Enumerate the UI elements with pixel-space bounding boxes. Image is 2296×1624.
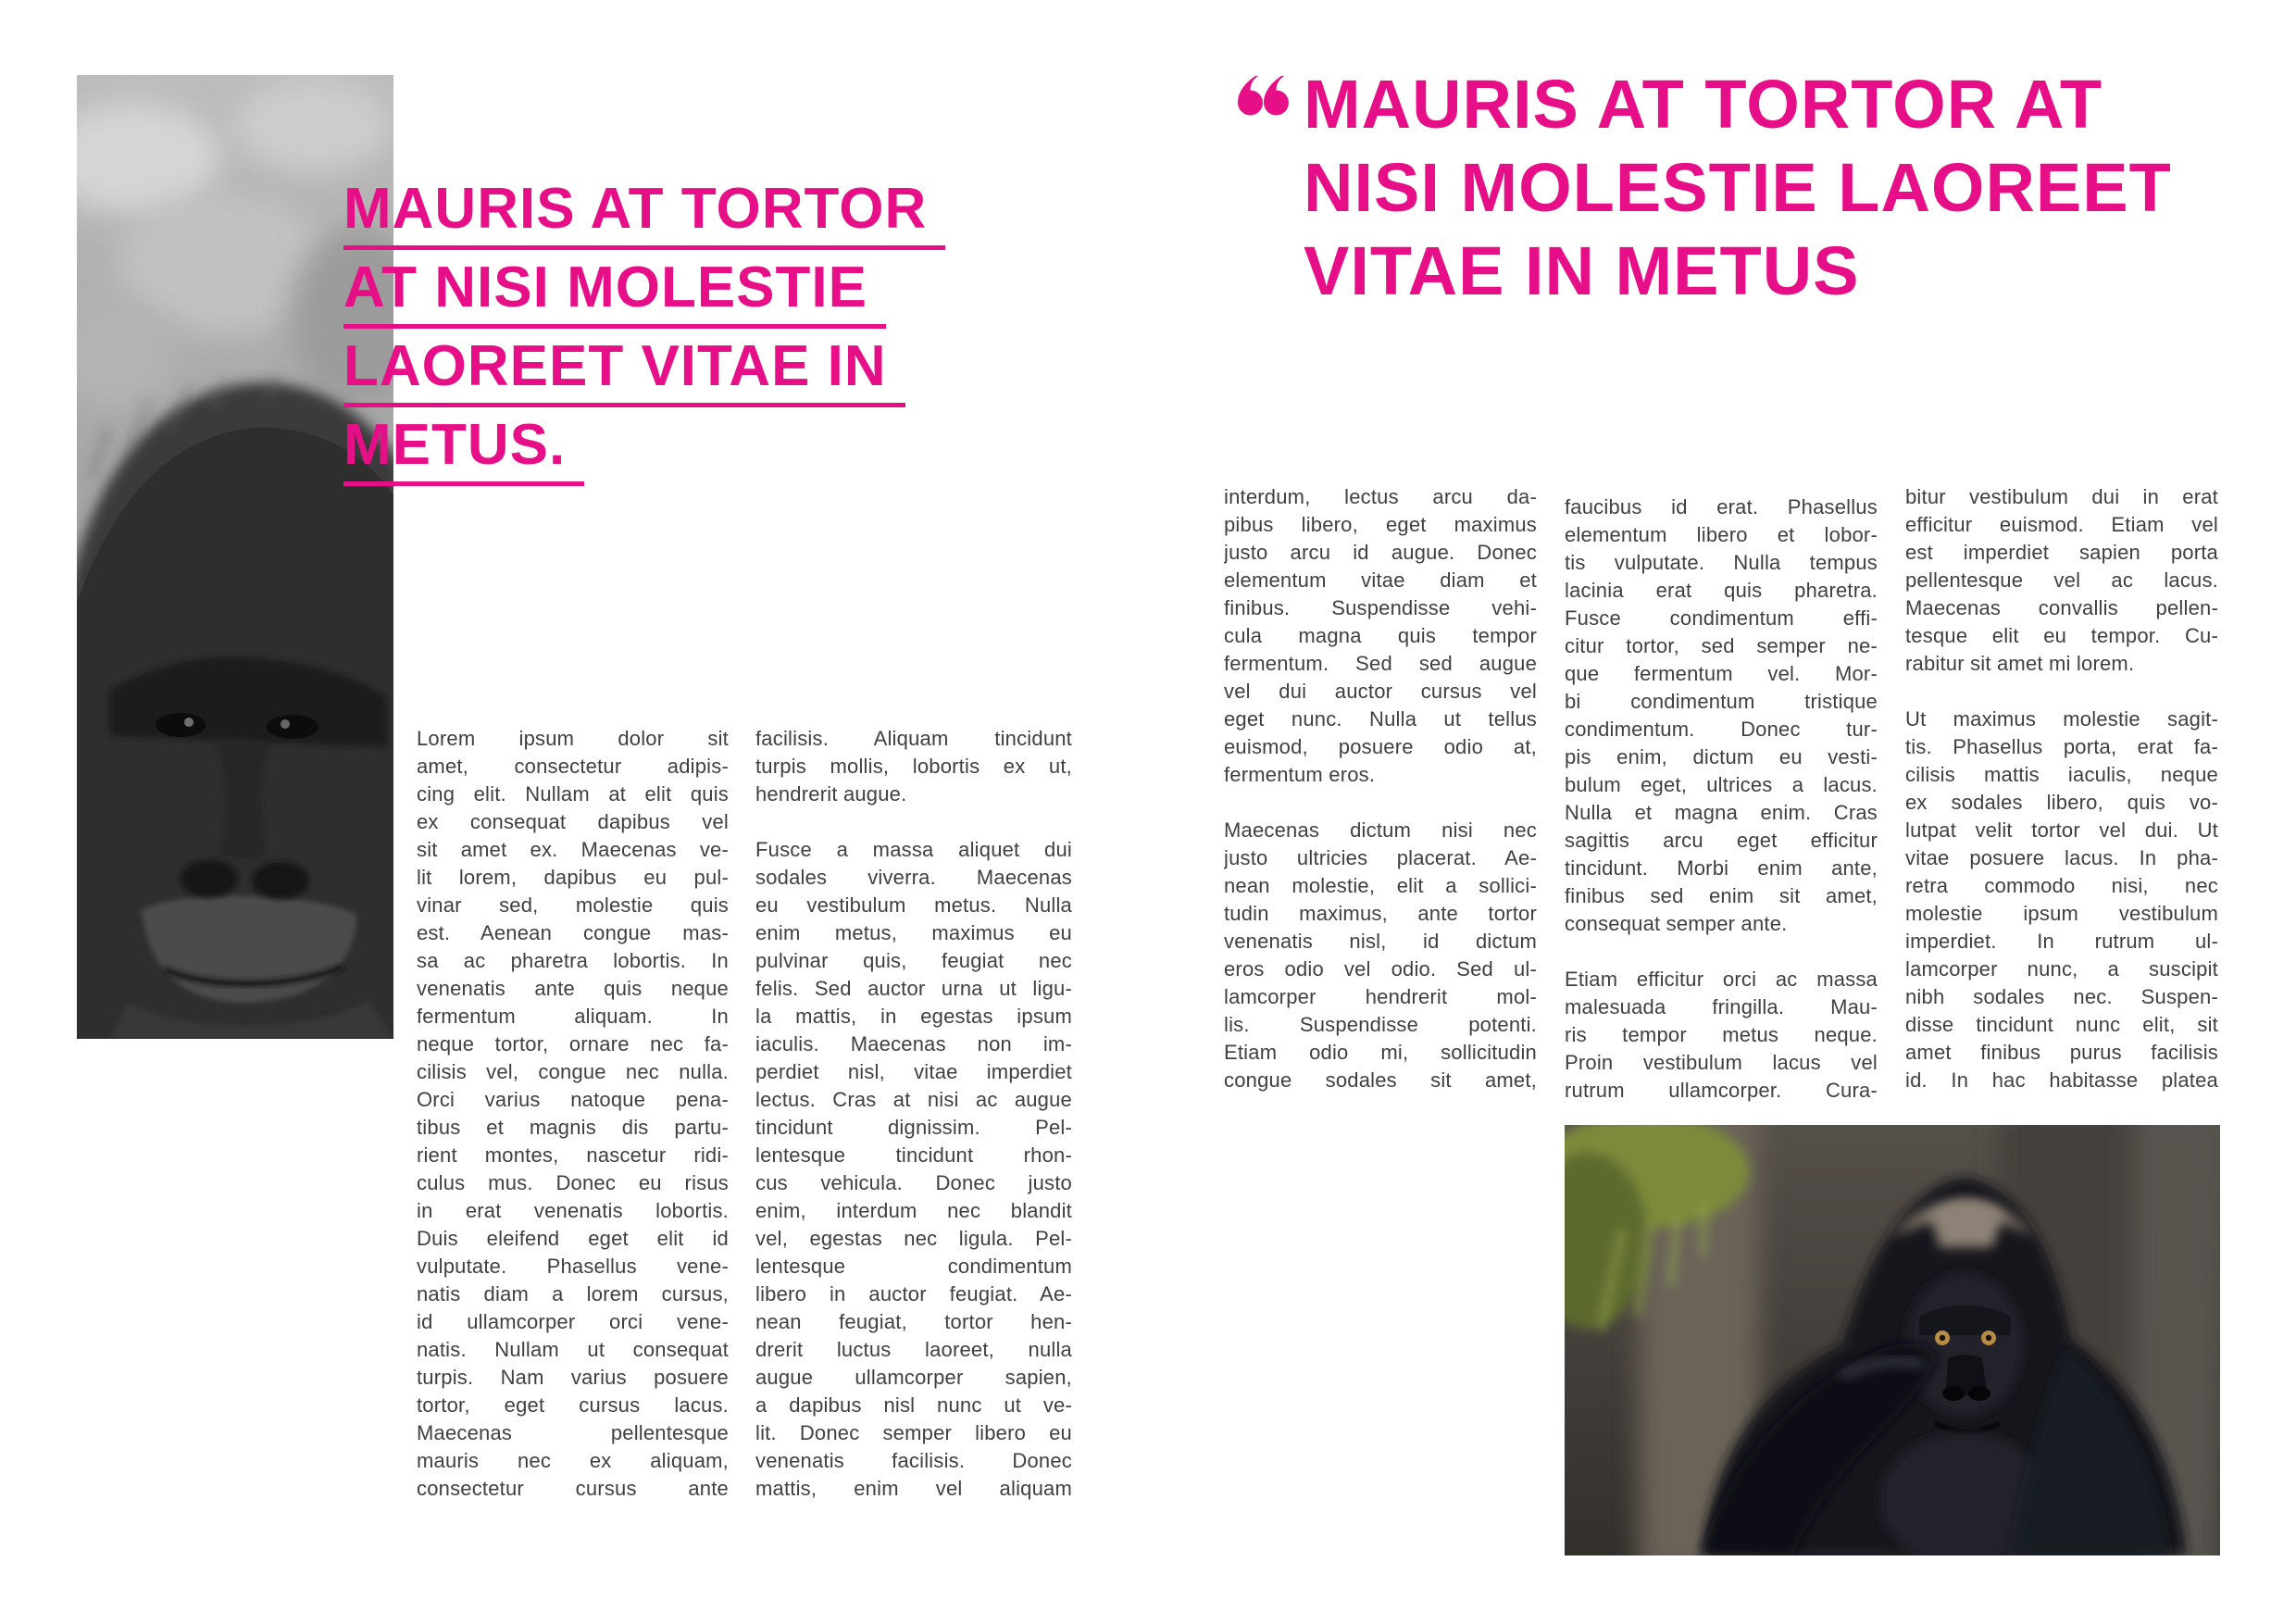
text-line: rient montes, nascetur ridi- — [417, 1143, 729, 1167]
text-line: in erat venenatis lobortis. — [417, 1199, 729, 1222]
right-page-headline — [1304, 66, 2172, 319]
text-line: iaculis. Maecenas non im- — [755, 1032, 1072, 1056]
text-line: natis. Nullam ut consequat — [417, 1338, 729, 1361]
right-body-column-1 — [1224, 483, 1537, 1094]
text-line: mauris nec ex aliquam, — [417, 1449, 729, 1472]
paragraph-gap — [1905, 678, 2218, 706]
text-line: lacinia erat quis pharetra. — [1565, 579, 1878, 602]
text-line: finibus sed enim sit amet, — [1565, 884, 1878, 907]
text-line: imperdiet. In rutrum ul- — [1905, 930, 2218, 953]
text-line: ex consequat dapibus vel — [417, 810, 729, 833]
text-line: efficitur euismod. Etiam vel — [1905, 513, 2218, 536]
headline-line: MAURIS AT TORTOR — [343, 176, 945, 250]
quote-mark-icon — [1235, 74, 1289, 117]
text-line: enim, interdum nec blandit — [755, 1199, 1072, 1222]
text-line: justo arcu id augue. Donec — [1224, 541, 1537, 564]
text-line: id. In hac habitasse platea — [1905, 1068, 2218, 1092]
text-line: cing elit. Nullam at elit quis — [417, 782, 729, 806]
text-line: fermentum eros. — [1224, 763, 1376, 786]
text-line: hendrerit augue. — [755, 782, 907, 806]
text-line: facilisis. Aliquam tincidunt — [755, 727, 1072, 750]
text-line: tibus et magnis dis partu- — [417, 1116, 729, 1139]
text-line: interdum, lectus arcu da- — [1224, 485, 1537, 508]
text-line: enim metus, maximus eu — [755, 921, 1072, 944]
headline-line: VITAE IN METUS — [1304, 232, 1860, 309]
text-line: bi condimentum tristique — [1565, 690, 1878, 713]
text-line: venenatis facilisis. Donec — [755, 1449, 1072, 1472]
text-line: Etiam odio mi, sollicitudin — [1224, 1041, 1537, 1064]
text-line: nean molestie, elit a sollici- — [1224, 874, 1537, 897]
gorilla-color-illustration — [1565, 1125, 2220, 1555]
left-body-column-1 — [417, 725, 729, 1503]
text-line: lit. Donec semper libero eu — [755, 1421, 1072, 1444]
text-line: Maecenas convallis pellen- — [1905, 596, 2218, 619]
text-line: est imperdiet sapien porta — [1905, 541, 2218, 564]
text-line: tesque elit eu tempor. Cu- — [1905, 624, 2218, 647]
text-line: justo ultricies placerat. Ae- — [1224, 846, 1537, 869]
text-line: vel dui auctor cursus vel — [1224, 680, 1537, 703]
text-line: mattis, enim vel aliquam — [755, 1477, 1072, 1500]
text-line: Proin vestibulum lacus vel — [1565, 1051, 1878, 1074]
text-line: eu vestibulum metus. Nulla — [755, 893, 1072, 917]
text-line: tincidunt. Morbi enim ante, — [1565, 856, 1878, 880]
text-line: sodales viverra. Maecenas — [755, 866, 1072, 889]
text-line: Nulla et magna enim. Cras — [1565, 801, 1878, 824]
text-line: sagittis arcu eget efficitur — [1565, 829, 1878, 852]
text-line: Lorem ipsum dolor sit — [417, 727, 729, 750]
text-line: Maecenas pellentesque — [417, 1421, 729, 1444]
text-line: sit amet ex. Maecenas ve- — [417, 838, 729, 861]
left-page-headline — [343, 176, 945, 491]
text-line: lectus. Cras at nisi ac augue — [755, 1088, 1072, 1111]
text-line: tudin maximus, ante tortor — [1224, 902, 1537, 925]
gorilla-photo-color — [1565, 1125, 2220, 1555]
text-line: lit lorem, dapibus eu pul- — [417, 866, 729, 889]
text-line: a dapibus nisl nunc ut ve- — [755, 1393, 1072, 1417]
text-line: libero in auctor feugiat. Ae- — [755, 1282, 1072, 1305]
text-line: molestie ipsum vestibulum — [1905, 902, 2218, 925]
text-line: tis. Phasellus porta, erat fa- — [1905, 735, 2218, 758]
text-line: malesuada fringilla. Mau- — [1565, 995, 1878, 1018]
text-line: cula magna quis tempor — [1224, 624, 1537, 647]
text-line: ex sodales libero, quis vo- — [1905, 791, 2218, 814]
text-line: lentesque tincidunt rhon- — [755, 1143, 1072, 1167]
text-line: venenatis nisl, id dictum — [1224, 930, 1537, 953]
text-line: tortor, eget cursus lacus. — [417, 1393, 729, 1417]
text-line: cus vehicula. Donec justo — [755, 1171, 1072, 1194]
text-line: fermentum aliquam. In — [417, 1005, 729, 1028]
text-line: faucibus id erat. Phasellus — [1565, 495, 1878, 518]
text-line: Etiam efficitur orci ac massa — [1565, 968, 1878, 991]
text-line: elementum libero et lobor- — [1565, 523, 1878, 546]
text-line: condimentum. Donec tur- — [1565, 718, 1878, 741]
right-body-column-3 — [1905, 483, 2218, 1094]
headline-line: MAURIS AT TORTOR AT — [1304, 66, 2103, 143]
text-line: lentesque condimentum — [755, 1255, 1072, 1278]
text-line: culus mus. Donec eu risus — [417, 1171, 729, 1194]
text-line: eget nunc. Nulla ut tellus — [1224, 707, 1537, 731]
text-line: pellentesque vel ac lacus. — [1905, 568, 2218, 592]
paragraph-gap — [755, 808, 1072, 836]
text-line: nibh sodales nec. Suspen- — [1905, 985, 2218, 1008]
text-line: vinar sed, molestie quis — [417, 893, 729, 917]
text-line: perdiet nisl, vitae imperdiet — [755, 1060, 1072, 1083]
text-line: bitur vestibulum dui in erat — [1905, 485, 2218, 508]
text-line: lamcorper nunc, a suscipit — [1905, 957, 2218, 981]
text-line: natis diam a lorem cursus, — [417, 1282, 729, 1305]
paragraph-gap — [1224, 789, 1537, 817]
text-line: retra commodo nisi, nec — [1905, 874, 2218, 897]
text-line: tis vulputate. Nulla tempus — [1565, 551, 1878, 574]
text-line: nean feugiat, tortor hen- — [755, 1310, 1072, 1333]
text-line: citur tortor, sed semper ne- — [1565, 634, 1878, 657]
text-line: cilisis mattis iaculis, neque — [1905, 763, 2218, 786]
text-line: Orci varius natoque pena- — [417, 1088, 729, 1111]
text-line: neque tortor, ornare nec fa- — [417, 1032, 729, 1056]
text-line: la mattis, in egestas ipsum — [755, 1005, 1072, 1028]
text-line: venenatis ante quis neque — [417, 977, 729, 1000]
text-line: tincidunt dignissim. Pel- — [755, 1116, 1072, 1139]
headline-line: LAOREET VITAE IN — [343, 333, 945, 407]
headline-line: NISI MOLESTIE LAOREET — [1304, 149, 2172, 226]
text-line: lamcorper hendrerit mol- — [1224, 985, 1537, 1008]
text-line: amet finibus purus facilisis — [1905, 1041, 2218, 1064]
text-line: vulputate. Phasellus vene- — [417, 1255, 729, 1278]
text-line: Ut maximus molestie sagit- — [1905, 707, 2218, 731]
text-line: elementum vitae diam et — [1224, 568, 1537, 592]
text-line: amet, consectetur adipis- — [417, 755, 729, 778]
left-body-column-2 — [755, 725, 1072, 1503]
right-body-column-2 — [1565, 493, 1878, 1105]
text-line: pibus libero, eget maximus — [1224, 513, 1537, 536]
text-line: fermentum. Sed sed augue — [1224, 652, 1537, 675]
text-line: vel, egestas nec ligula. Pel- — [755, 1227, 1072, 1250]
text-line: pis enim, dictum eu vesti- — [1565, 745, 1878, 768]
headline-line: AT NISI MOLESTIE — [343, 255, 945, 329]
text-line: cilisis vel, congue nec nulla. — [417, 1060, 729, 1083]
text-line: turpis. Nam varius posuere — [417, 1366, 729, 1389]
text-line: sa ac pharetra lobortis. In — [417, 949, 729, 972]
text-line: rabitur sit amet mi lorem. — [1905, 652, 2135, 675]
text-line: Maecenas dictum nisi nec — [1224, 818, 1537, 842]
text-line: Fusce a massa aliquet dui — [755, 838, 1072, 861]
text-line: eros odio vel odio. Sed ul- — [1224, 957, 1537, 981]
text-line: pulvinar quis, feugiat nec — [755, 949, 1072, 972]
text-line: ris tempor metus neque. — [1565, 1023, 1878, 1046]
text-line: vitae posuere lacus. In pha- — [1905, 846, 2218, 869]
text-line: rutrum ullamcorper. Cura- — [1565, 1079, 1878, 1102]
text-line: Duis eleifend eget elit id — [417, 1227, 729, 1250]
text-line: est. Aenean congue mas- — [417, 921, 729, 944]
text-line: bulum eget, ultrices a lacus. — [1565, 773, 1878, 796]
text-line: lutpat velit tortor vel dui. Ut — [1905, 818, 2218, 842]
text-line: consectetur cursus ante — [417, 1477, 729, 1500]
text-line: consequat semper ante. — [1565, 912, 1788, 935]
text-line: Fusce condimentum effi- — [1565, 606, 1878, 630]
text-line: augue ullamcorper sapien, — [755, 1366, 1072, 1389]
text-line: id ullamcorper orci vene- — [417, 1310, 729, 1333]
text-line: que fermentum vel. Mor- — [1565, 662, 1878, 685]
headline-line: METUS. — [343, 412, 945, 486]
text-line: finibus. Suspendisse vehi- — [1224, 596, 1537, 619]
text-line: drerit luctus laoreet, nulla — [755, 1338, 1072, 1361]
text-line: lis. Suspendisse potenti. — [1224, 1013, 1537, 1036]
text-line: euismod, posuere odio at, — [1224, 735, 1537, 758]
text-line: congue sodales sit amet, — [1224, 1068, 1537, 1092]
text-line: felis. Sed auctor urna ut ligu- — [755, 977, 1072, 1000]
text-line: disse tincidunt nunc elit, sit — [1905, 1013, 2218, 1036]
text-line: turpis mollis, lobortis ex ut, — [755, 755, 1072, 778]
paragraph-gap — [1565, 938, 1878, 966]
